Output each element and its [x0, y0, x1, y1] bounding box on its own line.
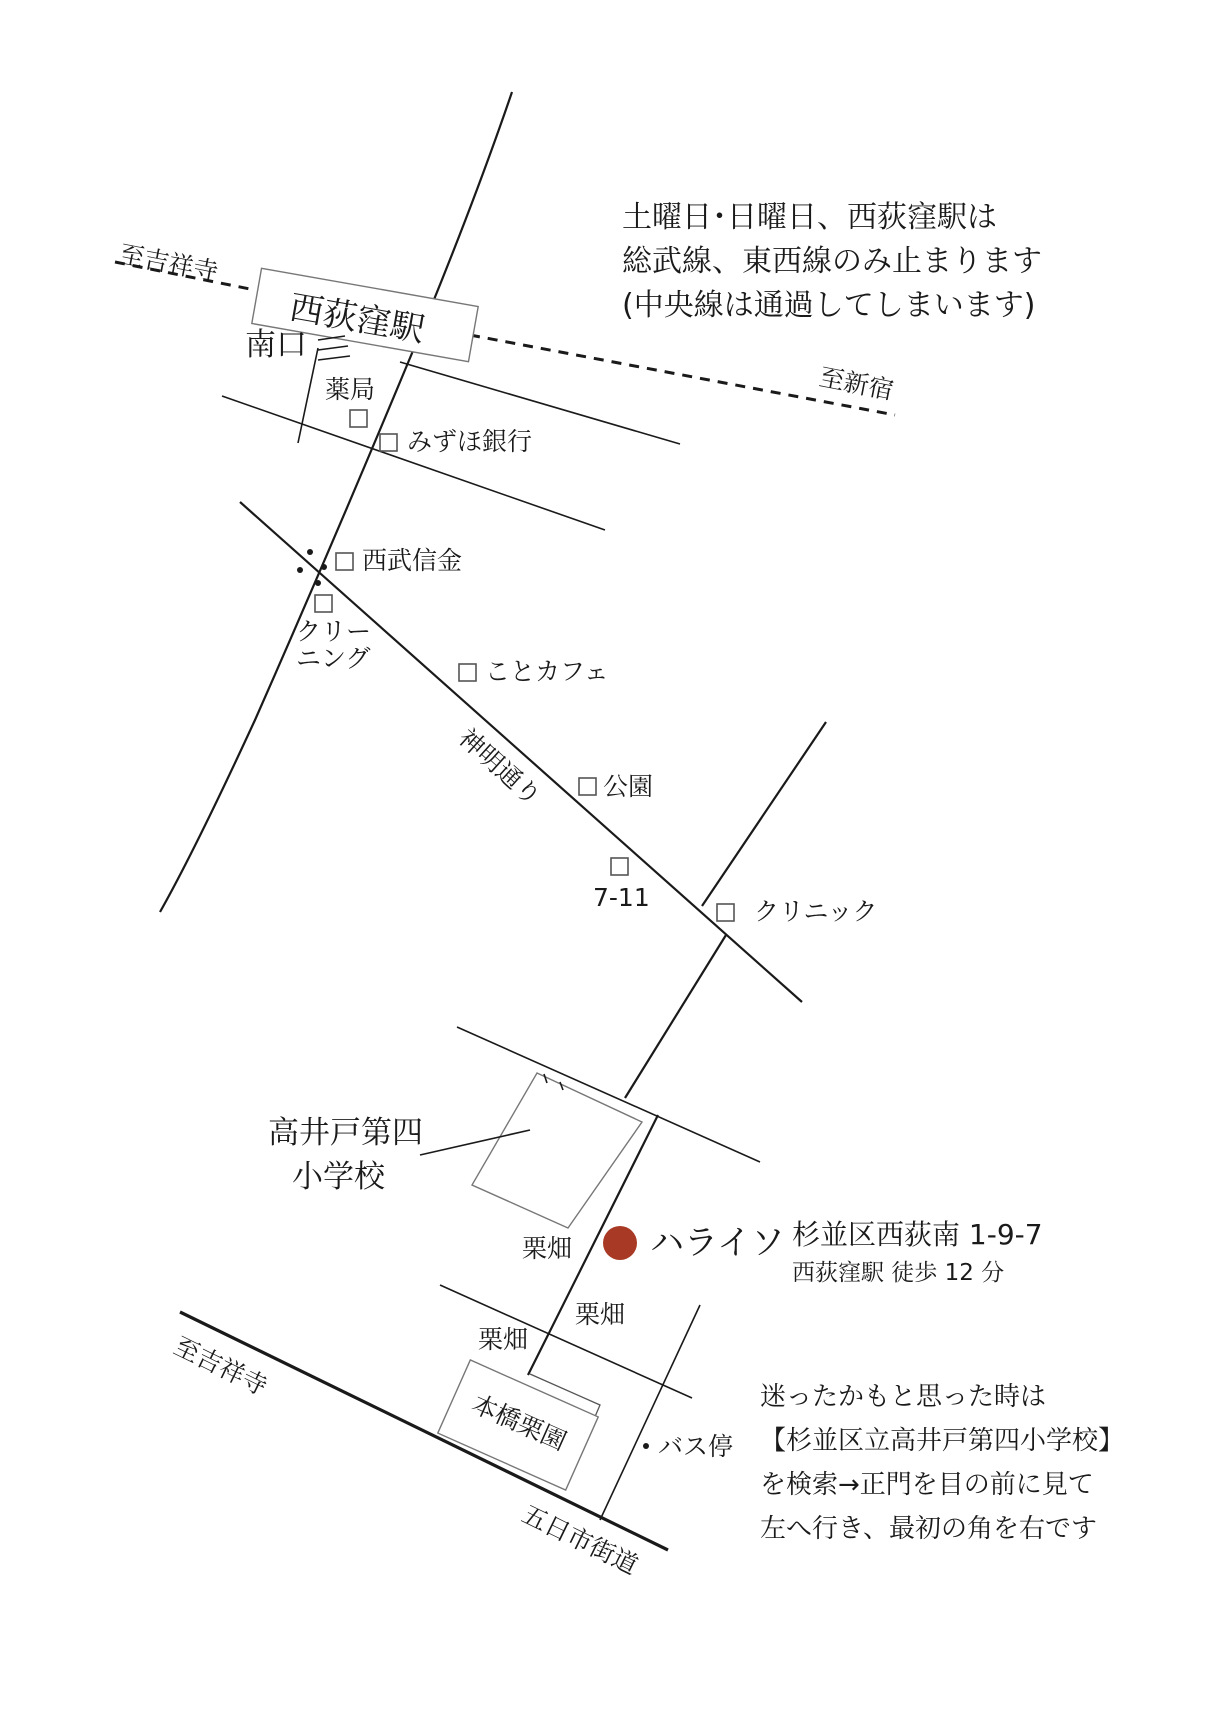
destination-address-block — [792, 1218, 1043, 1288]
notice-line: 土曜日･日曜日、西荻窪駅は — [622, 200, 997, 235]
bus-stop-label: バス停 — [658, 1432, 734, 1461]
itsukaichi-kaido-label: 五日市街道 — [517, 1499, 643, 1581]
notice-line: (中央線は通過してしまいます) — [622, 288, 1036, 323]
destination-address: 杉並区西荻南 1-9-7 — [792, 1218, 1043, 1251]
mizuho-marker — [380, 434, 397, 451]
destination-walk-time: 西荻窪駅 徒歩 12 分 — [792, 1260, 1005, 1286]
kuribatake-label-3: 栗畑 — [478, 1325, 529, 1354]
direction-shinjuku: 至新宿 — [816, 362, 897, 406]
note-line: 【杉並区立高井戸第四小学校】 — [760, 1426, 1125, 1456]
street-pharmacy — [222, 396, 605, 530]
destination-marker — [603, 1226, 637, 1260]
cleaning-label-line1: クリー — [296, 617, 372, 646]
station-exit-label: 南口 — [245, 327, 307, 363]
seibu-shinkin-label: 西武信金 — [362, 546, 463, 575]
crossing-dot — [297, 567, 303, 573]
shinmei-street — [240, 502, 802, 1002]
clinic-label: クリニック — [754, 897, 878, 926]
park-marker — [579, 778, 596, 795]
weekend-train-notice — [622, 196, 1042, 328]
koto-cafe-label: ことカフェ — [485, 657, 609, 686]
school-building — [472, 1073, 642, 1228]
note-line: 迷ったかもと思った時は — [760, 1382, 1047, 1412]
crossing-dot — [321, 564, 327, 570]
crossing-dot — [307, 549, 313, 555]
cleaning-label-line2: ニング — [296, 644, 371, 673]
pharmacy-marker — [350, 410, 367, 427]
destination-name: ハライソ — [650, 1223, 785, 1263]
koto-cafe-marker — [459, 664, 476, 681]
school-label-line1: 高井戸第四 — [268, 1115, 423, 1151]
school-label-line2: 小学校 — [292, 1159, 385, 1195]
bus-stop-dot — [643, 1443, 649, 1449]
cleaning-marker — [315, 595, 332, 612]
orchard-label: 本橋栗園 — [467, 1388, 571, 1457]
note-line: を検索→正門を目の前に見て — [760, 1470, 1094, 1500]
note-line: 左へ行き、最初の角を右です — [760, 1514, 1097, 1544]
seibu-shinkin-marker — [336, 553, 353, 570]
mizuho-label: みずほ銀行 — [407, 427, 533, 456]
lost-directions-note — [760, 1375, 1124, 1551]
seven-eleven-label: 7-11 — [593, 883, 650, 912]
direction-kichijoji-top: 至吉祥寺 — [116, 239, 221, 287]
main-road — [160, 92, 512, 912]
pharmacy-label: 薬局 — [325, 375, 376, 404]
direction-kichijoji-bottom: 至吉祥寺 — [169, 1331, 272, 1402]
kuribatake-label-1: 栗畑 — [522, 1234, 573, 1263]
shinmei-street-label: 神明通り — [452, 722, 547, 812]
clinic-marker — [717, 904, 734, 921]
crossing-dot — [315, 580, 321, 586]
station-name: 西荻窪駅 — [286, 287, 428, 351]
kuribatake-label-2: 栗畑 — [575, 1300, 626, 1329]
notice-line: 総武線、東西線のみ止まります — [622, 244, 1042, 279]
park-label: 公園 — [603, 772, 654, 801]
seven-eleven-marker — [611, 858, 628, 875]
road-clinic-north — [702, 722, 826, 906]
road-bus-stop — [600, 1305, 700, 1520]
itsukaichi-kaido — [180, 1312, 668, 1550]
road-to-school — [625, 935, 726, 1098]
